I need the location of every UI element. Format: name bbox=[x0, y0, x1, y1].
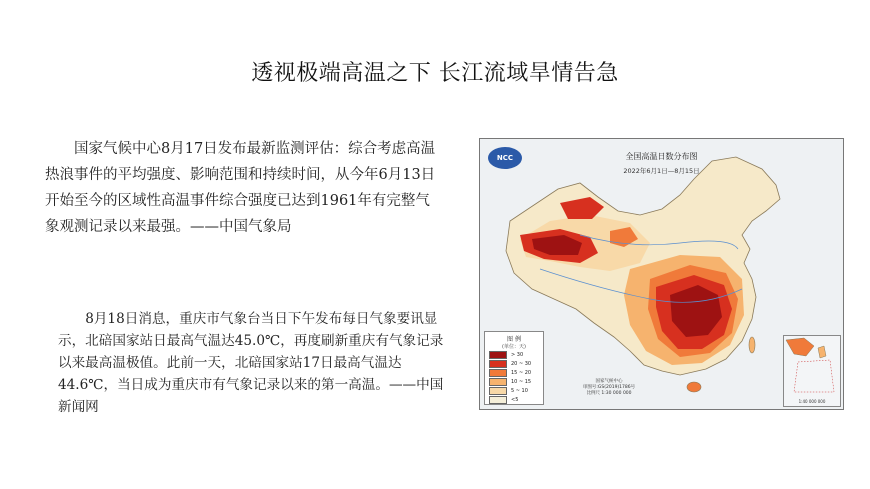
map-subtitle: 2022年6月1日—8月15日 bbox=[623, 167, 700, 175]
legend-item: > 30 bbox=[485, 350, 543, 359]
legend-swatch bbox=[489, 351, 507, 359]
legend-swatch bbox=[489, 360, 507, 368]
inset-scale: 1:40 000 000 bbox=[798, 399, 826, 404]
legend-item: <5 bbox=[485, 395, 543, 404]
map-credit: 国家气候中心 审图号:GS(2019)1786号 比例尺 1:30 000 000 bbox=[582, 379, 636, 396]
south-china-sea-inset bbox=[783, 335, 841, 407]
legend-swatch bbox=[489, 387, 507, 395]
map-legend bbox=[484, 331, 544, 405]
legend-item: 20 ~ 30 bbox=[485, 359, 543, 368]
legend-item: 15 ~ 20 bbox=[485, 368, 543, 377]
legend-item: 5 ~ 10 bbox=[485, 386, 543, 395]
legend-item: 10 ~ 15 bbox=[485, 377, 543, 386]
legend-swatch bbox=[489, 378, 507, 386]
page-title: 透视极端高温之下 长江流域旱情告急 bbox=[251, 61, 619, 86]
map-title: 全国高温日数分布图 bbox=[625, 152, 698, 161]
inset-map-shape bbox=[784, 336, 840, 396]
legend-swatch bbox=[489, 369, 507, 377]
legend-title: 图 例 bbox=[507, 336, 521, 343]
heat-days-map bbox=[479, 138, 844, 410]
paragraph-chinanews: 8月18日消息，重庆市气象台当日下午发布每日气象要讯显示，北碚国家站日最高气温达45.0℃，再度刷新重庆有气象记录以来最高温极值。此前一天，北碚国家站17日最高气温达44.6℃，当日成为重庆市有气象记录以来的第一高温。——中国新闻网 bbox=[58, 311, 444, 415]
legend-swatch bbox=[489, 396, 507, 404]
paragraph-cma: 国家气候中心8月17日发布最新监测评估：综合考虑高温热浪事件的平均强度、影响范围和持续时间，从今年6月13日开始至今的区域性高温事件综合强度已达到1961年有完整气象观测记录以来最强。——中国气象局 bbox=[45, 141, 436, 235]
legend-unit: (单位：天) bbox=[502, 344, 526, 350]
ncc-logo: NCC bbox=[488, 147, 522, 169]
